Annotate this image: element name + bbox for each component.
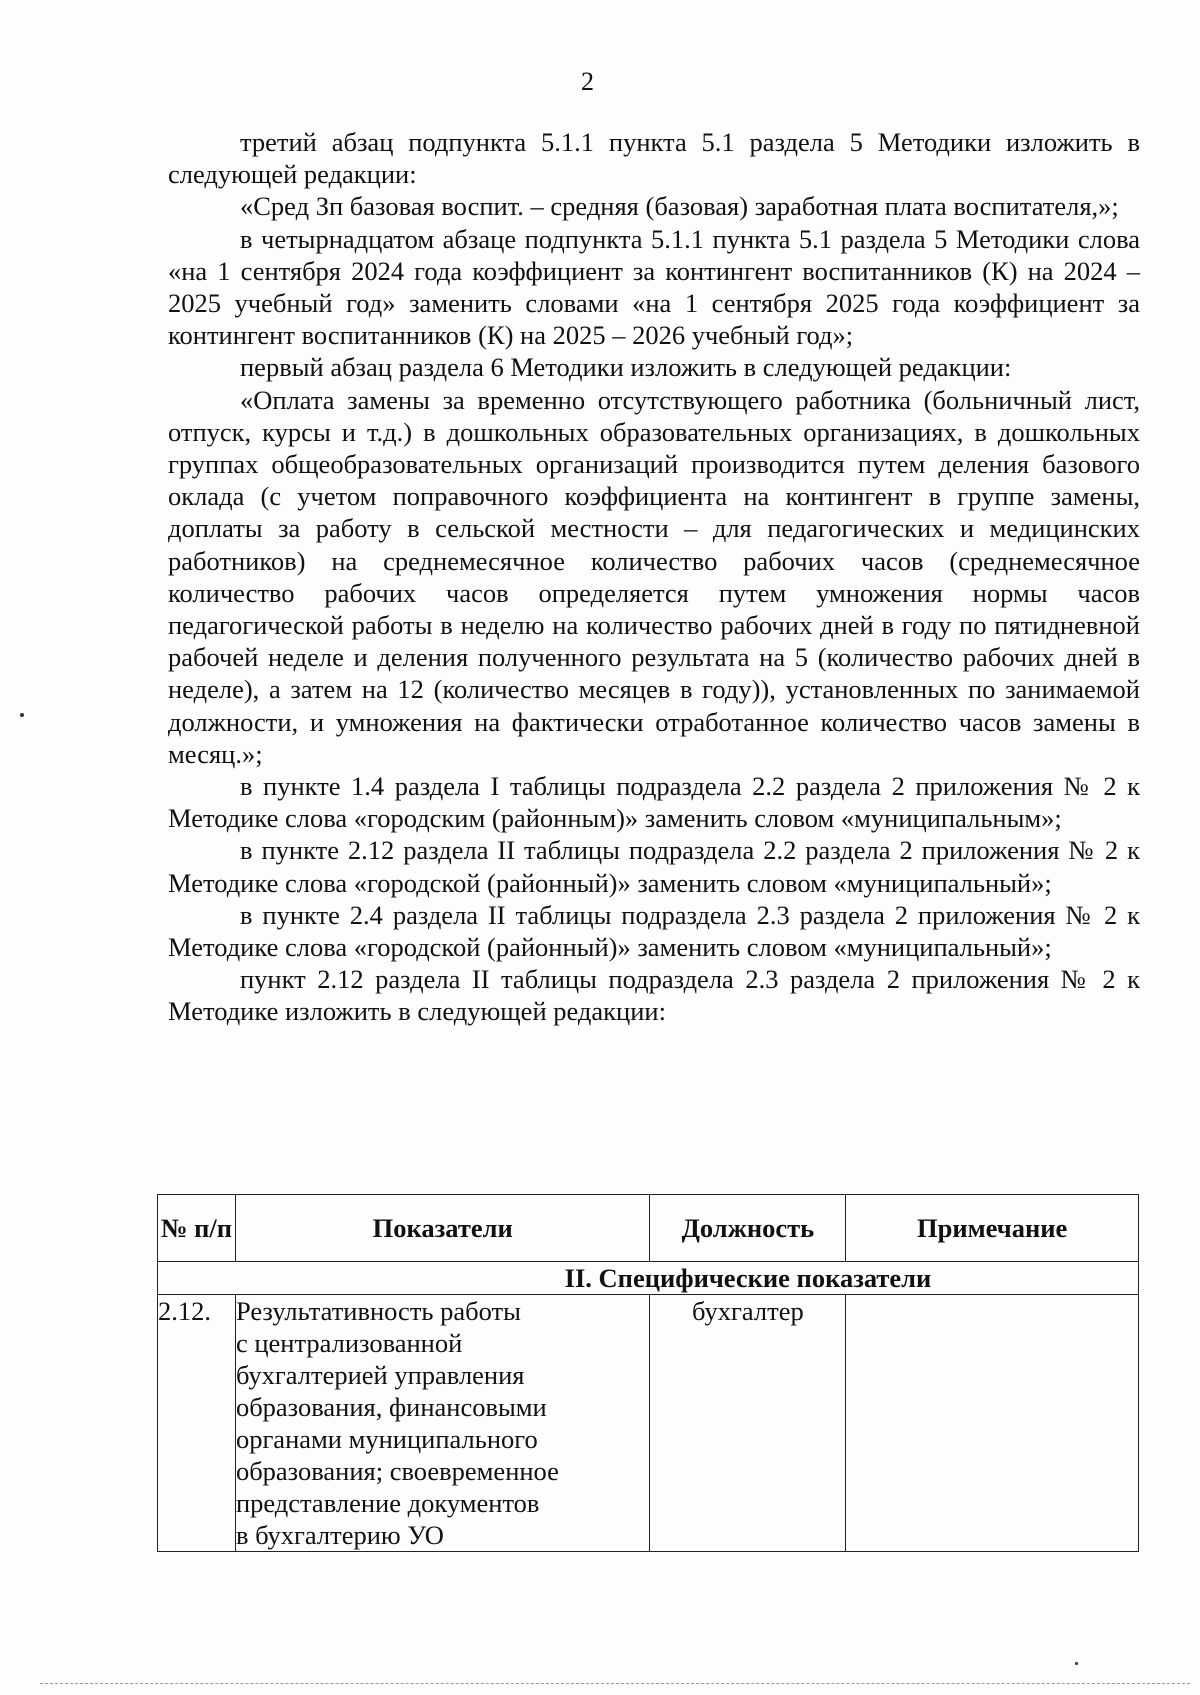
indicator-line: Результативность работы [235, 1296, 521, 1326]
paragraph-7: в пункте 2.12 раздела II таблицы подраздела 2.2 раздела 2 приложения № 2 к Методике слова «городской (районный)» заменить словом «муниципальный»; [168, 835, 1140, 898]
header-number: № п/п [158, 1195, 236, 1262]
table-header-row [158, 1195, 1139, 1262]
paragraph-6: в пункте 1.4 раздела I таблицы подраздела 2.2 раздела 2 приложения № 2 к Методике слова «городским (районным)» заменить словом «муниципальным»; [168, 771, 1140, 834]
indicator-line: образования; своевременное [235, 1456, 559, 1486]
paragraph-9: пункт 2.12 раздела II таблицы подраздела 2.3 раздела 2 приложения № 2 к Методике изложить в следующей редакции: [168, 964, 1140, 1027]
scan-speck [20, 713, 24, 717]
paragraph-5: «Оплата замены за временно отсутствующего работника (больничный лист, отпуск, курсы и т.д.) в дошкольных образовательных организациях, в дошкольных группах общеобразовательных организаций производится путем деления базового оклада (с учетом поправочного коэффициента на контингент в группе замены, доплаты за работу в сельской местности – для педагогических и медицинских работников) на среднемесячное количество рабочих часов (среднемесячное количество рабочих часов определяется путем умножения нормы часов педагогической работы в неделю на количество рабочих дней в году по пятидневной рабочей неделе и деления полученного результата на 5 (количество рабочих дней в неделе), а затем на 12 (количество месяцев в году)), установленных по занимаемой должности, и умножения на фактически отработанное количество часов замены в месяц.»; [168, 384, 1140, 769]
page-number: 2 [581, 67, 594, 96]
header-position: Должность [650, 1195, 846, 1262]
indicators-table [157, 1194, 1139, 1552]
paragraph-3: в четырнадцатом абзаце подпункта 5.1.1 пункта 5.1 раздела 5 Методики слова «на 1 сентября 2024 года коэффициент за контингент воспитанников (К) на 2024 – 2025 учебный год» заменить словами «на 1 сентября 2025 года коэффициент за контингент воспитанников (К) на 2025 – 2026 учебный год»; [168, 223, 1140, 351]
row-number: 2.12. [158, 1295, 236, 1552]
paragraph-8: в пункте 2.4 раздела II таблицы подраздела 2.3 раздела 2 приложения № 2 к Методике слова «городской (районный)» заменить словом «муниципальный»; [168, 899, 1140, 963]
header-indicators: Показатели [235, 1195, 650, 1262]
section-title: II. Специфические показатели [158, 1262, 1139, 1295]
indicator-line: бухгалтерией управления [235, 1360, 525, 1390]
document-body [168, 126, 1140, 1028]
indicator-line: образования, финансовыми [235, 1392, 547, 1422]
table-section-row [158, 1262, 1139, 1295]
row-indicator [235, 1295, 650, 1552]
indicator-line: органами муниципального [235, 1424, 538, 1454]
scan-speck [1075, 1662, 1078, 1665]
scan-edge-line [40, 1683, 1190, 1684]
indicator-line: в бухгалтерию УО [235, 1520, 444, 1550]
row-position: бухгалтер [650, 1295, 846, 1552]
header-note: Примечание [846, 1195, 1139, 1262]
paragraph-1: третий абзац подпункта 5.1.1 пункта 5.1 раздела 5 Методики изложить в следующей редакции: [168, 127, 1140, 190]
paragraph-2: «Сред Зп базовая воспит. – средняя (базовая) заработная плата воспитателя,»; [240, 191, 1119, 222]
indicator-line: с централизованной [235, 1328, 463, 1358]
indicator-line: представление документов [235, 1488, 540, 1518]
paragraph-4: первый абзац раздела 6 Методики изложить в следующей редакции: [240, 352, 1012, 383]
table-row [158, 1295, 1139, 1552]
row-note [846, 1295, 1139, 1552]
